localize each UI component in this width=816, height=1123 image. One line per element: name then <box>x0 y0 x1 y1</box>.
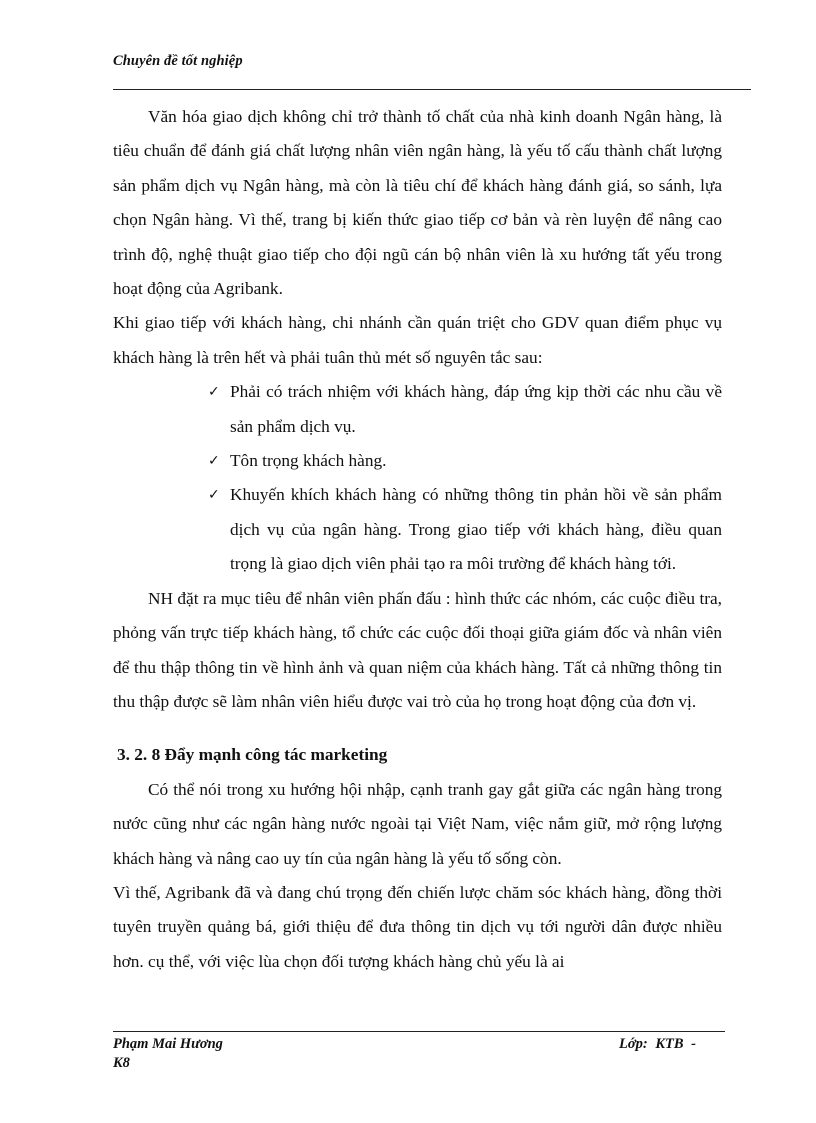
document-body <box>113 100 722 979</box>
checkmark-icon: ✓ <box>208 384 220 401</box>
checkmark-icon: ✓ <box>208 487 220 504</box>
checklist-item-text: Phải có trách nhiệm với khách hàng, đáp ứng kịp thời các nhu cầu về sản phẩm dịch vụ. <box>230 382 722 436</box>
body-paragraph: NH đặt ra mục tiêu để nhân viên phấn đấu : hình thức các nhóm, các cuộc điều tra, phỏng vấn trực tiếp khách hàng, tổ chức các cuộc đối thoại giữa giám đốc và nhân viên để thu thập thông tin về hình ảnh và quan niệm của khách hàng. Tất cả những thông tin thu thập được sẽ làm nhân viên hiểu được vai trò của họ trong hoạt động của đơn vị. <box>113 588 722 711</box>
checklist-item <box>208 444 722 478</box>
body-paragraph: Vì thế, Agribank đã và đang chú trọng đến chiến lược chăm sóc khách hàng, đồng thời tuyên truyền quảng bá, giới thiệu để đưa thông tin dịch vụ tới người dân được nhiều hơn. cụ thể, với việc lùa chọn đối tượng khách hàng chủ yếu là ai <box>113 882 722 971</box>
footer-divider <box>113 1031 725 1032</box>
class-value: KTB - <box>655 1036 696 1052</box>
body-paragraph: Có thể nói trong xu hướng hội nhập, cạnh tranh gay gắt giữa các ngân hàng trong nước cũng như các ngân hàng nước ngoài tại Việt Nam, việc nắm giữ, mở rộng lượng khách hàng và nâng cao uy tín của ngân hàng là yếu tố sống còn. <box>113 779 722 868</box>
header-divider <box>113 89 751 90</box>
section-spacer <box>113 719 722 738</box>
footer-author <box>113 1035 223 1073</box>
footer-class <box>619 1035 696 1054</box>
class-label: Lớp: <box>619 1036 648 1052</box>
checklist-item-text: Khuyến khích khách hàng có những thông tin phản hồi về sản phẩm dịch vụ của ngân hàng. Trong giao tiếp với khách hàng, điều quan trọng là giao dịch viên phải tạo ra môi trường để khách hàng tới. <box>230 485 722 574</box>
principles-checklist <box>113 375 722 581</box>
body-paragraph: Văn hóa giao dịch không chỉ trở thành tố chất của nhà kinh doanh Ngân hàng, là tiêu chuẩn để đánh giá chất lượng nhân viên ngân hàng, là yếu tố cấu thành chất lượng sản phẩm dịch vụ Ngân hàng, mà còn là tiêu chí để khách hàng đánh giá, so sánh, lựa chọn Ngân hàng. Vì thế, trang bị kiến thức giao tiếp cơ bản và rèn luyện để nâng cao trình độ, nghệ thuật giao tiếp cho đội ngũ cán bộ nhân viên là xu hướng tất yếu trong hoạt động của Agribank. <box>113 107 722 299</box>
checkmark-icon: ✓ <box>208 453 220 470</box>
author-name: Phạm Mai Hương <box>113 1036 223 1052</box>
checklist-item-text: Tôn trọng khách hàng. <box>230 451 387 471</box>
checklist-item <box>208 375 722 444</box>
checklist-item <box>208 478 722 581</box>
section-heading: 3. 2. 8 Đẩy mạnh công tác marketing <box>117 745 388 765</box>
body-paragraph: Khi giao tiếp với khách hàng, chi nhánh cần quán triệt cho GDV quan điểm phục vụ khách hàng là trên hết và phải tuân thủ mét số nguyên tắc sau: <box>113 313 722 367</box>
author-cohort: K8 <box>113 1055 130 1071</box>
page-header-title: Chuyên đề tốt nghiệp <box>113 53 243 69</box>
